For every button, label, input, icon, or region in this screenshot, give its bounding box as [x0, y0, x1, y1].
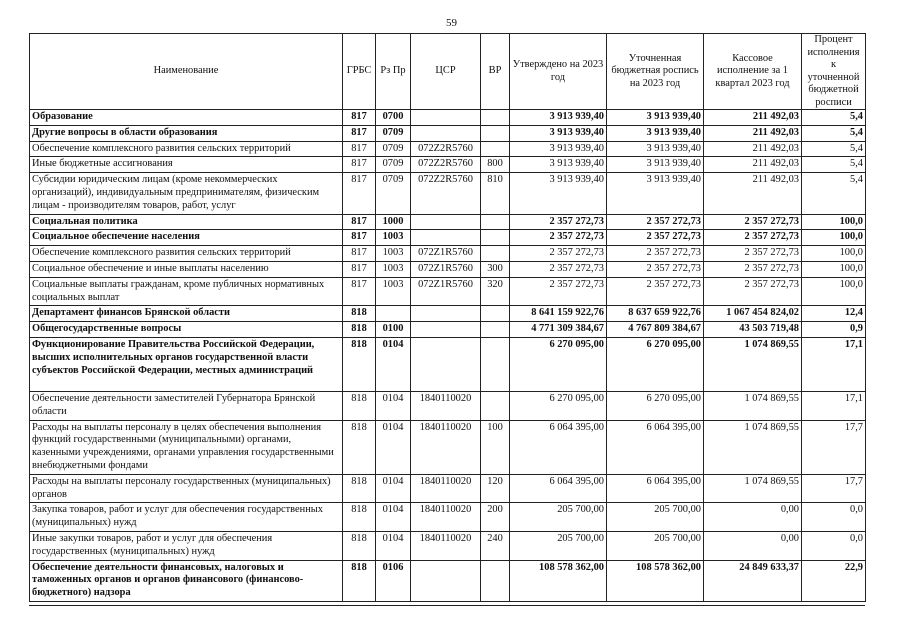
cell-refined: 3 913 939,40: [607, 173, 704, 214]
cell-approved: 2 357 272,73: [510, 261, 607, 277]
table-row: [30, 306, 866, 322]
page-number: 59: [446, 17, 457, 29]
cell-vr: 810: [481, 173, 510, 214]
table-row: [30, 214, 866, 230]
cell-name: Расходы на выплаты персоналу государственных (муниципальных) органов: [30, 474, 343, 503]
cell-cash: 2 357 272,73: [704, 261, 802, 277]
table-row: [30, 261, 866, 277]
header-cash: Кассовое исполнение за 1 квартал 2023 год: [704, 34, 802, 110]
cell-refined: 3 913 939,40: [607, 110, 704, 126]
cell-refined: 6 064 395,00: [607, 420, 704, 474]
cell-percent: 5,4: [802, 141, 866, 157]
table-row: [30, 173, 866, 214]
cell-cash: 2 357 272,73: [704, 230, 802, 246]
cell-percent: 100,0: [802, 261, 866, 277]
cell-refined: 4 767 809 384,67: [607, 322, 704, 338]
cell-vr: [481, 110, 510, 126]
cell-vr: 240: [481, 531, 510, 560]
cell-grbs: 818: [343, 503, 376, 532]
cell-cash: 2 357 272,73: [704, 246, 802, 262]
cell-csr: 1840110020: [411, 391, 481, 420]
cell-rzpr: 0104: [376, 391, 411, 420]
cell-name: Обеспечение комплексного развития сельских территорий: [30, 141, 343, 157]
cell-rzpr: 0709: [376, 173, 411, 214]
cell-grbs: 818: [343, 337, 376, 391]
cell-rzpr: 0104: [376, 420, 411, 474]
cell-rzpr: 1003: [376, 230, 411, 246]
cell-refined: 108 578 362,00: [607, 560, 704, 601]
cell-cash: 0,00: [704, 531, 802, 560]
cell-vr: [481, 214, 510, 230]
cell-grbs: 818: [343, 306, 376, 322]
cell-rzpr: [376, 306, 411, 322]
cell-grbs: 817: [343, 173, 376, 214]
cell-refined: 3 913 939,40: [607, 141, 704, 157]
cell-cash: 1 074 869,55: [704, 474, 802, 503]
cell-csr: 1840110020: [411, 531, 481, 560]
cell-name: Иные закупки товаров, работ и услуг для обеспечения государственных (муниципальных) нужд: [30, 531, 343, 560]
cell-csr: 072Z1R5760: [411, 261, 481, 277]
table-row: [30, 391, 866, 420]
cell-approved: 2 357 272,73: [510, 214, 607, 230]
cell-grbs: 817: [343, 157, 376, 173]
cell-approved: 6 270 095,00: [510, 391, 607, 420]
cell-refined: 6 270 095,00: [607, 391, 704, 420]
cell-grbs: 818: [343, 560, 376, 601]
cell-refined: 205 700,00: [607, 531, 704, 560]
cell-rzpr: 0104: [376, 531, 411, 560]
header-vr: ВР: [481, 34, 510, 110]
cell-percent: 100,0: [802, 246, 866, 262]
cell-refined: 2 357 272,73: [607, 246, 704, 262]
header-row: [30, 34, 866, 110]
cell-cash: 211 492,03: [704, 173, 802, 214]
cell-percent: 17,7: [802, 474, 866, 503]
cell-approved: 3 913 939,40: [510, 125, 607, 141]
cell-percent: 100,0: [802, 214, 866, 230]
cell-cash: 2 357 272,73: [704, 214, 802, 230]
cell-csr: [411, 337, 481, 391]
header-rzpr: Рз Пр: [376, 34, 411, 110]
cell-rzpr: 1003: [376, 246, 411, 262]
cell-name: Социальные выплаты гражданам, кроме публичных нормативных социальных выплат: [30, 277, 343, 306]
cell-approved: 4 771 309 384,67: [510, 322, 607, 338]
cell-approved: 6 270 095,00: [510, 337, 607, 391]
header-approved: Утверждено на 2023 год: [510, 34, 607, 110]
cell-approved: 205 700,00: [510, 531, 607, 560]
cell-grbs: 818: [343, 474, 376, 503]
cell-csr: [411, 110, 481, 126]
cell-cash: 211 492,03: [704, 125, 802, 141]
cell-vr: 100: [481, 420, 510, 474]
header-refined: Уточненная бюджетная роспись на 2023 год: [607, 34, 704, 110]
cell-approved: 2 357 272,73: [510, 246, 607, 262]
cell-percent: 5,4: [802, 125, 866, 141]
cell-vr: 320: [481, 277, 510, 306]
table-row: [30, 531, 866, 560]
cell-cash: 211 492,03: [704, 141, 802, 157]
cell-vr: [481, 246, 510, 262]
cell-cash: 211 492,03: [704, 110, 802, 126]
cell-cash: 1 074 869,55: [704, 391, 802, 420]
table-body: [30, 110, 866, 602]
cell-percent: 22,9: [802, 560, 866, 601]
header-percent: Процент исполнения к уточненной бюджетной росписи: [802, 34, 866, 110]
cell-cash: 0,00: [704, 503, 802, 532]
table-row: [30, 110, 866, 126]
table-row: [30, 474, 866, 503]
cell-name: Обеспечение деятельности заместителей Губернатора Брянской области: [30, 391, 343, 420]
cell-grbs: 818: [343, 531, 376, 560]
cell-grbs: 817: [343, 110, 376, 126]
cell-name: Общегосударственные вопросы: [30, 322, 343, 338]
cell-csr: 072Z1R5760: [411, 277, 481, 306]
cell-rzpr: 0106: [376, 560, 411, 601]
cell-vr: 120: [481, 474, 510, 503]
cell-approved: 2 357 272,73: [510, 230, 607, 246]
cell-percent: 0,0: [802, 531, 866, 560]
cell-percent: 100,0: [802, 230, 866, 246]
cell-vr: [481, 560, 510, 601]
cell-grbs: 818: [343, 391, 376, 420]
cell-vr: 300: [481, 261, 510, 277]
cell-csr: [411, 560, 481, 601]
table-row: [30, 125, 866, 141]
header-csr: ЦСР: [411, 34, 481, 110]
cell-refined: 2 357 272,73: [607, 277, 704, 306]
table-bottom-border: [29, 605, 865, 606]
cell-approved: 8 641 159 922,76: [510, 306, 607, 322]
cell-name: Иные бюджетные ассигнования: [30, 157, 343, 173]
cell-vr: [481, 141, 510, 157]
cell-vr: [481, 391, 510, 420]
cell-csr: 1840110020: [411, 420, 481, 474]
cell-csr: [411, 230, 481, 246]
cell-grbs: 817: [343, 125, 376, 141]
cell-approved: 3 913 939,40: [510, 141, 607, 157]
cell-vr: 200: [481, 503, 510, 532]
cell-grbs: 818: [343, 322, 376, 338]
cell-cash: 2 357 272,73: [704, 277, 802, 306]
cell-percent: 17,1: [802, 337, 866, 391]
cell-refined: 3 913 939,40: [607, 157, 704, 173]
cell-rzpr: 0709: [376, 141, 411, 157]
table-row: [30, 322, 866, 338]
cell-rzpr: 1000: [376, 214, 411, 230]
cell-percent: 5,4: [802, 110, 866, 126]
cell-csr: 072Z1R5760: [411, 246, 481, 262]
table-row: [30, 503, 866, 532]
cell-csr: 1840110020: [411, 474, 481, 503]
cell-csr: 072Z2R5760: [411, 141, 481, 157]
cell-refined: 2 357 272,73: [607, 214, 704, 230]
cell-name: Расходы на выплаты персоналу в целях обеспечения выполнения функций государственными (муниципальными) органами, казенными учреждениями, органами управления государственными внебюджетными фондами: [30, 420, 343, 474]
cell-approved: 3 913 939,40: [510, 173, 607, 214]
cell-refined: 2 357 272,73: [607, 230, 704, 246]
cell-rzpr: 0100: [376, 322, 411, 338]
cell-rzpr: 0709: [376, 125, 411, 141]
cell-approved: 2 357 272,73: [510, 277, 607, 306]
cell-cash: 43 503 719,48: [704, 322, 802, 338]
cell-name: Субсидии юридическим лицам (кроме некоммерческих организаций), индивидуальным предпринимателям, физическим лицам - производителям товаров, работ, услуг: [30, 173, 343, 214]
cell-percent: 100,0: [802, 277, 866, 306]
cell-refined: 6 064 395,00: [607, 474, 704, 503]
cell-percent: 12,4: [802, 306, 866, 322]
cell-vr: [481, 337, 510, 391]
table-row: [30, 141, 866, 157]
cell-percent: 17,7: [802, 420, 866, 474]
cell-rzpr: 0700: [376, 110, 411, 126]
cell-refined: 205 700,00: [607, 503, 704, 532]
cell-percent: 5,4: [802, 157, 866, 173]
cell-rzpr: 0709: [376, 157, 411, 173]
cell-grbs: 817: [343, 277, 376, 306]
cell-vr: [481, 230, 510, 246]
cell-csr: [411, 322, 481, 338]
cell-approved: 3 913 939,40: [510, 157, 607, 173]
cell-name: Функционирование Правительства Российской Федерации, высших исполнительных органов государственной власти субъектов Российской Федерации, местных администраций: [30, 337, 343, 391]
cell-approved: 108 578 362,00: [510, 560, 607, 601]
cell-grbs: 818: [343, 420, 376, 474]
cell-name: Департамент финансов Брянской области: [30, 306, 343, 322]
cell-vr: [481, 306, 510, 322]
cell-csr: [411, 306, 481, 322]
cell-refined: 8 637 659 922,76: [607, 306, 704, 322]
cell-percent: 17,1: [802, 391, 866, 420]
cell-vr: 800: [481, 157, 510, 173]
table-row: [30, 157, 866, 173]
table-row: [30, 277, 866, 306]
cell-grbs: 817: [343, 246, 376, 262]
cell-grbs: 817: [343, 230, 376, 246]
cell-percent: 0,0: [802, 503, 866, 532]
cell-csr: 072Z2R5760: [411, 157, 481, 173]
cell-name: Закупка товаров, работ и услуг для обеспечения государственных (муниципальных) нужд: [30, 503, 343, 532]
cell-name: Другие вопросы в области образования: [30, 125, 343, 141]
cell-rzpr: 1003: [376, 277, 411, 306]
cell-name: Обеспечение комплексного развития сельских территорий: [30, 246, 343, 262]
cell-refined: 2 357 272,73: [607, 261, 704, 277]
cell-name: Образование: [30, 110, 343, 126]
cell-name: Социальное обеспечение населения: [30, 230, 343, 246]
cell-cash: 211 492,03: [704, 157, 802, 173]
cell-percent: 5,4: [802, 173, 866, 214]
cell-csr: 1840110020: [411, 503, 481, 532]
cell-approved: 205 700,00: [510, 503, 607, 532]
table-row: [30, 337, 866, 391]
cell-cash: 1 074 869,55: [704, 420, 802, 474]
cell-approved: 6 064 395,00: [510, 420, 607, 474]
cell-cash: 24 849 633,37: [704, 560, 802, 601]
cell-grbs: 817: [343, 261, 376, 277]
table-row: [30, 230, 866, 246]
cell-name: Обеспечение деятельности финансовых, налоговых и таможенных органов и органов финансового (финансово-бюджетного) надзора: [30, 560, 343, 601]
cell-cash: 1 074 869,55: [704, 337, 802, 391]
budget-table: [29, 33, 866, 602]
cell-refined: 3 913 939,40: [607, 125, 704, 141]
cell-rzpr: 0104: [376, 474, 411, 503]
cell-vr: [481, 125, 510, 141]
cell-grbs: 817: [343, 214, 376, 230]
cell-name: Социальная политика: [30, 214, 343, 230]
cell-cash: 1 067 454 824,02: [704, 306, 802, 322]
cell-grbs: 817: [343, 141, 376, 157]
table-row: [30, 246, 866, 262]
cell-rzpr: 0104: [376, 503, 411, 532]
cell-rzpr: 0104: [376, 337, 411, 391]
cell-approved: 6 064 395,00: [510, 474, 607, 503]
cell-csr: [411, 125, 481, 141]
header-name: Наименование: [30, 34, 343, 110]
cell-vr: [481, 322, 510, 338]
cell-csr: [411, 214, 481, 230]
table-row: [30, 560, 866, 601]
cell-csr: 072Z2R5760: [411, 173, 481, 214]
cell-rzpr: 1003: [376, 261, 411, 277]
header-grbs: ГРБС: [343, 34, 376, 110]
table-row: [30, 420, 866, 474]
cell-refined: 6 270 095,00: [607, 337, 704, 391]
cell-name: Социальное обеспечение и иные выплаты населению: [30, 261, 343, 277]
cell-approved: 3 913 939,40: [510, 110, 607, 126]
cell-percent: 0,9: [802, 322, 866, 338]
